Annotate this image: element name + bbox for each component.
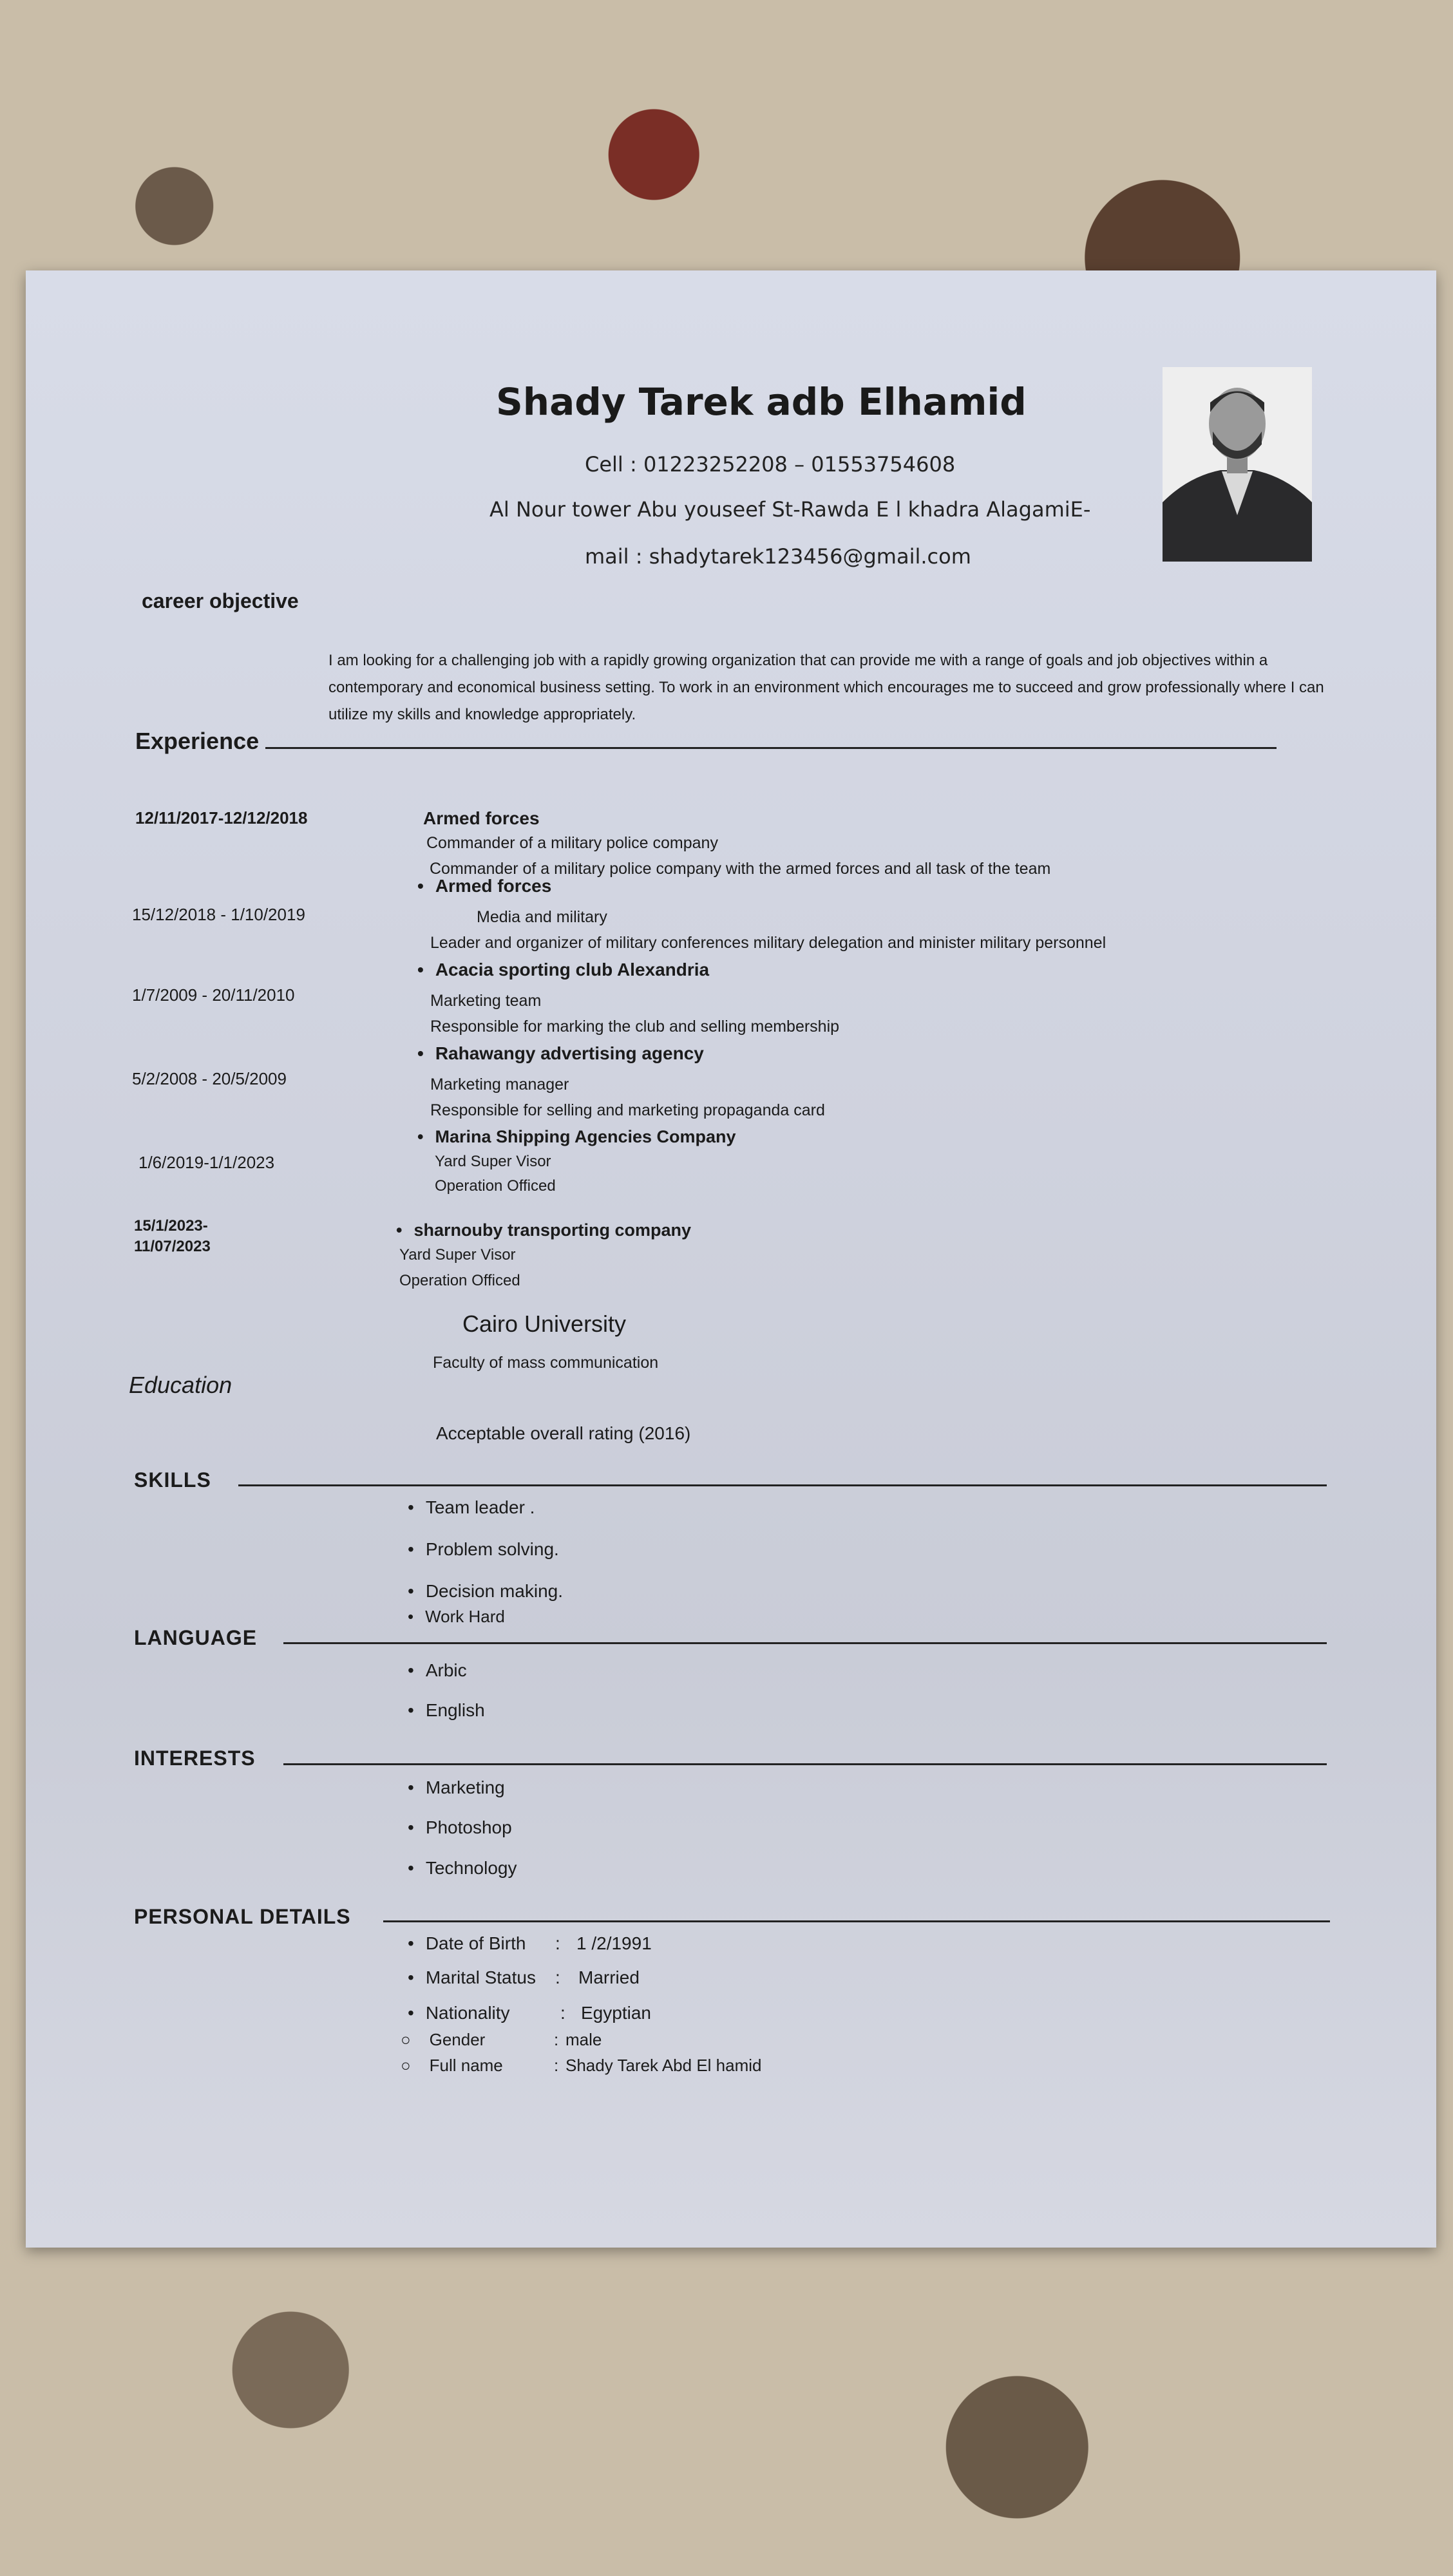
interest-item: • Marketing [408,1777,505,1798]
personal-label-text: Gender [429,2030,486,2049]
personal-value: Shady Tarek Abd El hamid [565,2056,762,2075]
skill-item: • Work Hard [408,1607,505,1627]
exp-line: Marketing manager [430,1075,569,1094]
exp-line: Operation Officed [399,1272,520,1289]
faculty-name: Faculty of mass communication [433,1354,659,1372]
personal-label-text: Full name [429,2056,503,2075]
address-line: Al Nour tower Abu youseef St-Rawda E l khadra AlagamiE- [489,497,1091,522]
skill-item: • Decision making. [408,1581,563,1602]
candidate-name: Shady Tarek adb Elhamid [496,380,1027,424]
university-name: Cairo University [462,1311,627,1337]
skill-item: • Problem solving. [408,1539,559,1560]
exp-org-5: • Marina Shipping Agencies Company [417,1127,736,1147]
personal-label: • Date of Birth [408,1933,526,1954]
personal-rule [383,1920,1330,1922]
interests-rule [283,1763,1327,1765]
personal-value: 1 /2/1991 [576,1933,652,1953]
education-heading: Education [129,1372,233,1398]
language-heading: LANGUAGE [134,1626,258,1649]
personal-label: ○ Gender [401,2030,486,2049]
exp-org-3: • Acacia sporting club Alexandria [417,960,709,980]
portrait-image [1163,367,1312,562]
exp-org-2: • Armed forces [417,876,551,896]
personal-label: • Nationality [408,2003,510,2023]
personal-sep: : [554,2056,559,2075]
exp-date-1: 12/11/2017-12/12/2018 [135,808,308,828]
exp-date-6: 15/1/2023- [134,1217,208,1235]
objective-heading: career objective [142,589,299,612]
experience-heading: Experience [135,728,260,754]
exp-org-4: • Rahawangy advertising agency [417,1043,704,1064]
personal-heading: PERSONAL DETAILS [134,1905,351,1928]
exp-org-1: Armed forces [423,808,540,828]
exp-line: Marketing team [430,992,542,1010]
experience-rule [265,747,1277,749]
language-item: • Arbic [408,1660,467,1681]
email-line: mail : shadytarek123456@gmail.com [585,544,971,569]
skills-rule [238,1484,1327,1486]
exp-line: Yard Super Visor [399,1246,516,1264]
personal-sep: : [554,2030,559,2049]
personal-value: male [565,2030,602,2049]
interest-item: • Photoshop [408,1817,512,1838]
skills-heading: SKILLS [134,1468,211,1492]
personal-label: ○ Full name [401,2056,503,2075]
language-item: • English [408,1700,485,1721]
exp-date-3: 1/7/2009 - 20/11/2010 [132,985,295,1005]
exp-line: Responsible for marking the club and selling membership [430,1018,840,1036]
exp-line: Yard Super Visor [435,1153,551,1170]
interests-heading: INTERESTS [134,1747,256,1770]
exp-date-5: 1/6/2019-1/1/2023 [138,1153,275,1172]
personal-sep: : [555,1967,560,1987]
personal-value: Married [578,1967,640,1987]
phone-line: Cell : 01223252208 – 01553754608 [585,452,956,477]
profile-photo [1163,367,1312,562]
skill-item: • Team leader . [408,1497,535,1518]
personal-sep: : [555,1933,560,1953]
exp-org-6: • sharnouby transporting company [396,1220,691,1240]
exp-line: Media and military [477,908,607,926]
exp-line: Commander of a military police company [426,834,718,852]
education-rating: Acceptable overall rating (2016) [436,1423,691,1443]
personal-label: • Marital Status [408,1967,536,1988]
objective-text: I am looking for a challenging job with a rapidly growing organization that can provide me with a range of goals and job objectives within a contemporary and economical business setting. To work in an environment which encourages me to succeed and grow professionally where I can utilize my skills and knowledge appropriately. [328,652,1324,723]
exp-line: Commander of a military police company with the armed forces and all task of the team [430,860,1051,878]
personal-sep: : [560,2003,565,2023]
resume-page [26,270,1436,2248]
exp-date-6b: 11/07/2023 [134,1238,211,1255]
exp-line: Operation Officed [435,1177,556,1195]
exp-date-2: 15/12/2018 - 1/10/2019 [132,905,305,924]
exp-date-4: 5/2/2008 - 20/5/2009 [132,1069,287,1088]
language-rule [283,1642,1327,1644]
personal-value: Egyptian [581,2003,651,2023]
exp-line: Leader and organizer of military conferences military delegation and minister military personnel [430,934,1106,952]
exp-line: Responsible for selling and marketing propaganda card [430,1101,825,1119]
interest-item: • Technology [408,1858,517,1879]
